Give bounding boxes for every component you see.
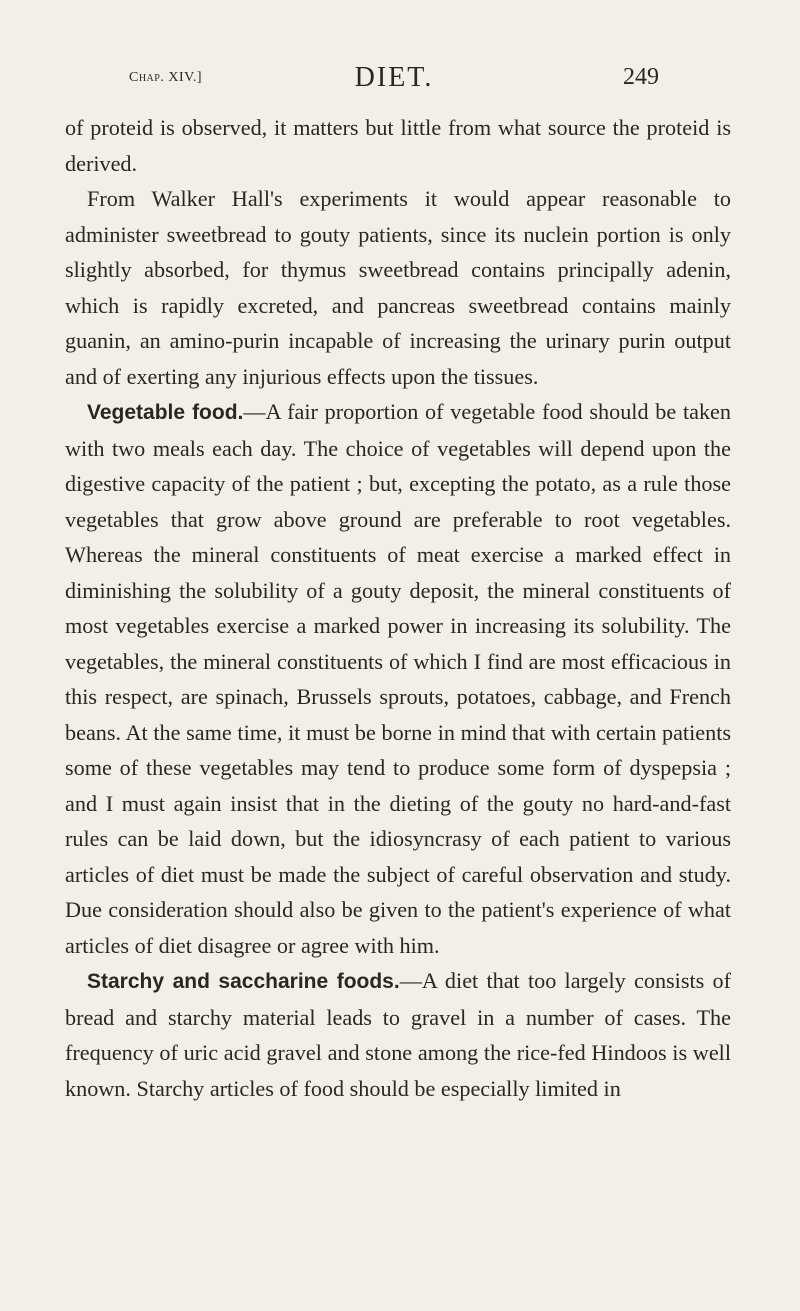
paragraph: [65, 963, 731, 1106]
paragraph: [65, 394, 731, 963]
running-head: [129, 62, 659, 102]
page-title: DIET.: [354, 62, 434, 93]
section-heading-vegetable-food: Vegetable food.: [87, 401, 244, 424]
paragraph: [65, 181, 731, 394]
chapter-label: Chap. XIV.]: [129, 70, 203, 85]
section-heading-starchy-foods: Starchy and saccharine foods.: [87, 970, 400, 993]
paragraph-text: of proteid is observed, it matters but little from what source the proteid is derived.: [65, 115, 731, 176]
body-text: [65, 110, 731, 1106]
paragraph-text: —A diet that too largely consists of bread and starchy material leads to gravel in a number of cases. The frequency of uric acid gravel and stone among the rice-fed Hindoos is well known. Starchy articles of food should be especially limited in: [65, 968, 731, 1101]
paragraph: [65, 110, 731, 181]
paragraph-text: —A fair proportion of vegetable food should be taken with two meals each day. The choice of vegetables will depend upon the digestive capacity of the patient ; but, excepting the potato, as a rule those vegetables that grow above ground are preferable to root vegetables. Whereas the mineral constituents of meat exercise a marked effect in diminishing the solubility of a gouty deposit, the mineral constituents of most vegetables exercise a marked power in increasing its solubility. The vegetables, the mineral constituents of which I find are most efficacious in this respect, are spinach, Brussels sprouts, potatoes, cabbage, and French beans. At the same time, it must be borne in mind that with certain patients some of these vegetables may tend to produce some form of dyspepsia ; and I must again insist that in the dieting of the gouty no hard-and-fast rules can be laid down, but the idiosyncrasy of each patient to various articles of diet must be made the subject of careful observation and study. Due consideration should also be given to the patient's experience of what articles of diet disagree or agree with him.: [65, 399, 731, 958]
paragraph-text: From Walker Hall's experiments it would appear reasonable to administer sweetbread to gouty patients, since its nuclein portion is only slightly absorbed, for thymus sweetbread contains principally adenin, which is rapidly excreted, and pancreas sweetbread contains mainly guanin, an amino-purin incapable of increasing the urinary purin output and of exerting any injurious effects upon the tissues.: [65, 186, 731, 389]
page-number: 249: [623, 64, 659, 90]
